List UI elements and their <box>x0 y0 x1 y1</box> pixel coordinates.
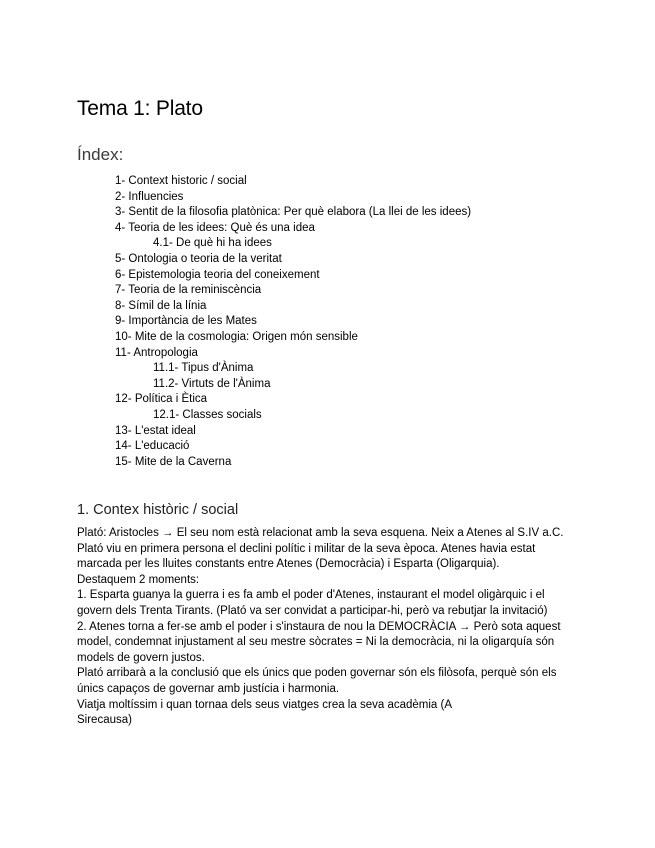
body-line: únics capaços de governar amb justícia i harmonia. <box>77 682 340 695</box>
toc-item: 4- Teoria de les idees: Què és una idea <box>115 221 315 234</box>
page-title: Tema 1: Plato <box>77 97 203 120</box>
toc-item: 3- Sentit de la filosofia platònica: Per què elabora (La llei de les idees) <box>115 206 472 219</box>
table-of-contents <box>0 174 471 470</box>
section-heading: 1. Contex històric / social <box>77 502 239 518</box>
toc-item: 14- L'educació <box>115 440 190 453</box>
toc-item: 15- Mite de la Caverna <box>115 455 232 468</box>
toc-item: 2- Influencies <box>115 190 184 203</box>
body-line: govern dels Trenta Tirants. (Plató va ser convidat a participar-hi, però va rebutjar la invitació) <box>77 604 548 617</box>
body-line: model, condemnat injustament al seu mestre sòcrates = Ni la democràcia, ni la oligarquía són <box>77 636 555 649</box>
toc-item: 10- Mite de la cosmologia: Origen món sensible <box>115 330 358 343</box>
toc-item: 8- Símil de la línia <box>115 299 207 312</box>
body-line: models de govern justos. <box>77 651 205 664</box>
body-line: Plató arribarà a la conclusió que els únics que poden governar són els filòsofa, perquè són els <box>77 667 557 680</box>
section-body <box>77 526 597 729</box>
toc-item: 11- Antropologia <box>115 346 198 359</box>
body-line: 2. Atenes torna a fer-se amb el poder i s'instaura de nou la DEMOCRÀCIA → Però sota aquest <box>77 620 561 633</box>
toc-item: 12.1- Classes socials <box>153 408 262 421</box>
body-line: 1. Esparta guanya la guerra i es fa amb el poder d'Atenes, instaurant el model oligàrquic i el <box>77 589 545 602</box>
body-line: Sirecausa) <box>77 714 132 727</box>
index-heading: Índex: <box>77 145 124 164</box>
body-line: Viatja moltíssim i quan tornaa dels seus viatges crea la seva acadèmia (A <box>77 698 453 711</box>
toc-item: 11.1- Tipus d'Ànima <box>153 362 254 375</box>
body-line: Plató: Aristocles → El seu nom està relacionat amb la seva esquena. Neix a Atenes al S.IV a.C. <box>77 527 564 539</box>
toc-item: 13- L'estat ideal <box>115 424 196 437</box>
body-line: Plató viu en primera persona el declini polític i militar de la seva època. Atenes havia estat <box>77 542 536 555</box>
toc-item: 7- Teoria de la reminiscència <box>115 284 262 297</box>
body-line: Destaquem 2 moments: <box>77 573 200 586</box>
toc-item: 11.2- Virtuts de l'Ànima <box>153 377 271 390</box>
toc-item: 12- Política i Ètica <box>115 393 208 406</box>
toc-item: 5- Ontologia o teoria de la veritat <box>115 252 282 265</box>
toc-item: 4.1- De què hi ha idees <box>153 237 272 250</box>
toc-item: 9- Importància de les Mates <box>115 315 257 328</box>
toc-item: 6- Epistemologia teoria del coneixement <box>115 268 320 281</box>
body-line: marcada per les lluites constants entre Atenes (Democràcia) i Esparta (Oligarquia). <box>77 558 500 571</box>
toc-item: 1- Context historic / social <box>115 175 247 187</box>
